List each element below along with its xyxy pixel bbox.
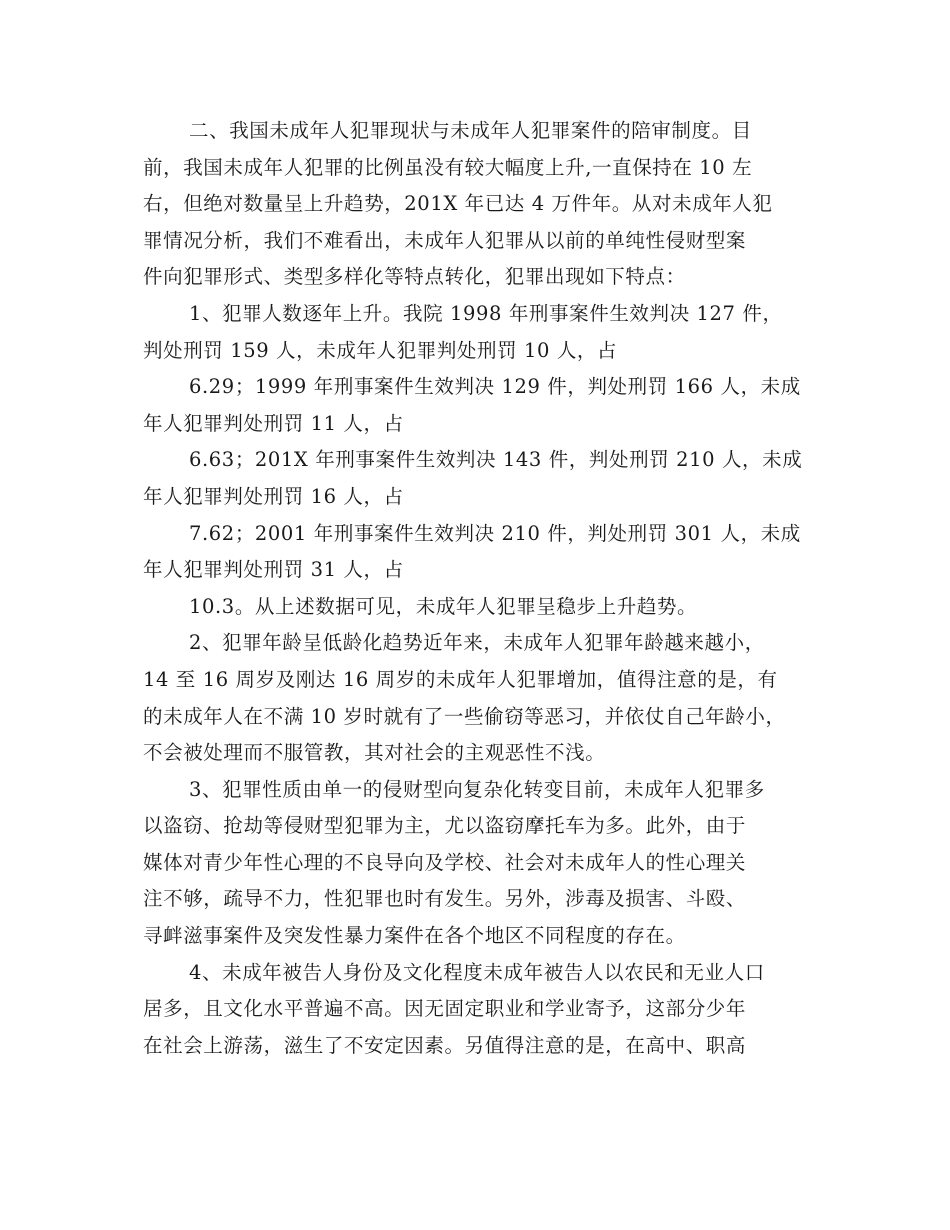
text-line: 4、未成年被告人身份及文化程度未成年被告人以农民和无业人口 bbox=[189, 960, 765, 984]
text-line: 罪情况分析，我们不难看出，未成年人犯罪从以前的单纯性侵财型案 bbox=[143, 228, 747, 252]
text-line: 7.62；2001 年刑事案件生效判决 210 件，判处刑罚 301 人，未成 bbox=[189, 521, 801, 545]
text-line: 在社会上游荡，滋生了不安定因素。另值得注意的是，在高中、职高 bbox=[143, 1033, 747, 1057]
text-line: 前，我国未成年人犯罪的比例虽没有较大幅度上升,一直保持在 10 左 bbox=[143, 155, 753, 179]
text-line: 以盗窃、抢劫等侵财型犯罪为主，尤以盗窃摩托车为多。此外，由于 bbox=[143, 814, 747, 838]
text-line: 居多，且文化水平普遍不高。因无固定职业和学业寄予，这部分少年 bbox=[143, 997, 747, 1021]
text-line: 1、犯罪人数逐年上升。我院 1998 年刑事案件生效判决 127 件， bbox=[189, 301, 783, 325]
text-line: 6.29；1999 年刑事案件生效判决 129 件，判处刑罚 166 人，未成 bbox=[189, 375, 801, 399]
text-line: 3、犯罪性质由单一的侵财型向复杂化转变目前，未成年人犯罪多 bbox=[189, 777, 765, 801]
text-line: 6.63；201X 年刑事案件生效判决 143 件，判处刑罚 210 人，未成 bbox=[189, 448, 803, 472]
document-body bbox=[143, 113, 811, 1064]
text-line: 年人犯罪判处刑罚 16 人，占 bbox=[143, 484, 404, 508]
text-line: 判处刑罚 159 人，未成年人犯罪判处刑罚 10 人，占 bbox=[143, 338, 618, 362]
text-line: 件向犯罪形式、类型多样化等特点转化，犯罪出现如下特点： bbox=[143, 265, 686, 289]
text-line: 年人犯罪判处刑罚 31 人，占 bbox=[143, 558, 404, 582]
text-line: 注不够，疏导不力，性犯罪也时有发生。另外，涉毒及损害、斗殴、 bbox=[143, 887, 747, 911]
text-line: 2、犯罪年龄呈低龄化趋势近年来，未成年人犯罪年龄越来越小， bbox=[189, 631, 765, 655]
text-line: 年人犯罪判处刑罚 11 人，占 bbox=[143, 411, 404, 435]
text-line: 二、我国未成年人犯罪现状与未成年人犯罪案件的陪审制度。目 bbox=[189, 119, 752, 142]
text-line: 10.3。从上述数据可见，未成年人犯罪呈稳步上升趋势。 bbox=[189, 594, 698, 618]
text-line: 媒体对青少年性心理的不良导向及学校、社会对未成年人的性心理关 bbox=[143, 850, 747, 874]
text-line: 的未成年人在不满 10 岁时就有了一些偷窃等恶习，并依仗自己年龄小， bbox=[143, 704, 786, 728]
text-line: 寻衅滋事案件及突发性暴力案件在各个地区不同程度的存在。 bbox=[143, 924, 686, 948]
text-line: 右，但绝对数量呈上升趋势，201X 年已达 4 万件年。从对未成年人犯 bbox=[143, 192, 773, 216]
text-line: 不会被处理而不服管教，其对社会的主观恶性不浅。 bbox=[143, 741, 606, 765]
text-line: 14 至 16 周岁及刚达 16 周岁的未成年人犯罪增加，值得注意的是，有 bbox=[143, 667, 778, 691]
